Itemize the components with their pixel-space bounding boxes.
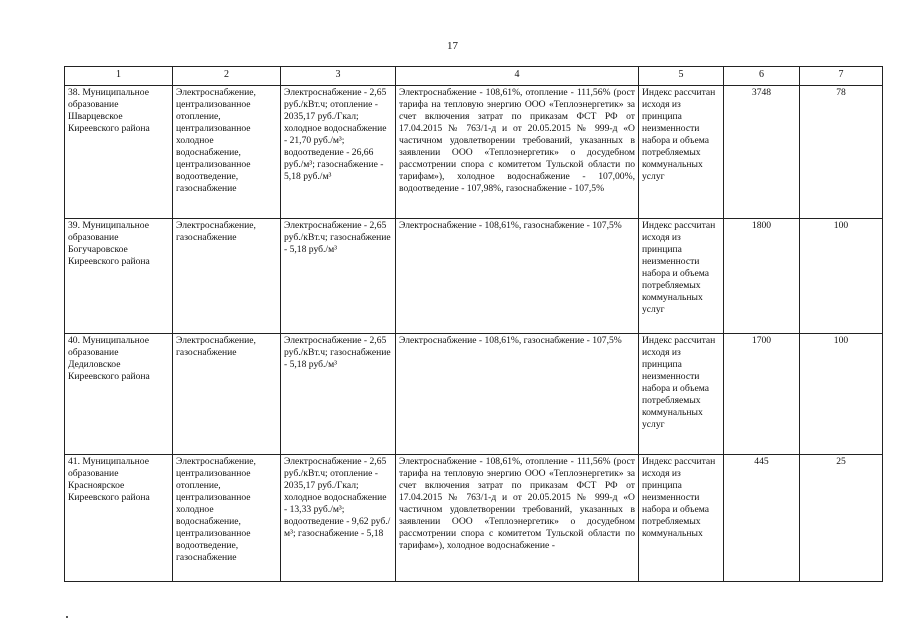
table-row bbox=[65, 455, 883, 582]
basis-cell: Индекс рассчитан исходя из принципа неизменности набора и объема потребляемых коммунальных услуг bbox=[639, 334, 724, 455]
percent-cell: 78 bbox=[800, 86, 883, 219]
table-row bbox=[65, 334, 883, 455]
column-header: 2 bbox=[173, 67, 281, 86]
services-cell: Электроснабжение, централизованное отопление, централизованное холодное водоснабжение, централизованное водоотведение, газоснабжение bbox=[173, 455, 281, 582]
municipality-cell: 38. Муниципальное образование Шварцевское Киреевского района bbox=[65, 86, 173, 219]
services-cell: Электроснабжение, газоснабжение bbox=[173, 334, 281, 455]
tariffs-cell: Электроснабжение - 2,65 руб./кВт.ч; газоснабжение - 5,18 руб./м³ bbox=[281, 334, 396, 455]
page-number: 17 bbox=[447, 40, 458, 52]
basis-cell: Индекс рассчитан исходя из принципа неизменности набора и объема потребляемых коммунальных услуг bbox=[639, 219, 724, 334]
indices-cell: Электроснабжение - 108,61%, отопление - 111,56% (рост тарифа на тепловую энергию ООО «Теплоэнергетик» за счет включения затрат по приказам ФСТ РФ от 17.04.2015 № 763/1-д и от 20.05.2015 № 999-д «О частичном удовлетворении требований, указанных в заявлении ООО «Теплоэнергетик» о досудебном рассмотрении спора с комитетом Тульской области по тарифам»), холодное водоснабжение - bbox=[396, 455, 639, 582]
scan-speck bbox=[66, 616, 68, 618]
table-header-row bbox=[65, 67, 883, 86]
tariff-table bbox=[64, 66, 883, 582]
column-header: 5 bbox=[639, 67, 724, 86]
indices-cell: Электроснабжение - 108,61%, отопление - 111,56% (рост тарифа на тепловую энергию ООО «Теплоэнергетик» за счет включения затрат по приказам ФСТ РФ от 17.04.2015 № 763/1-д и от 20.05.2015 № 999-д «О частичном удовлетворении требований, указанных в заявлении ООО «Теплоэнергетик» о досудебном рассмотрении спора с комитетом Тульской области по тарифам»), холодное водоснабжение - 107,00%, водоотведение - 107,98%, газоснабжение - 107,5% bbox=[396, 86, 639, 219]
indices-cell: Электроснабжение - 108,61%, газоснабжение - 107,5% bbox=[396, 219, 639, 334]
percent-cell: 100 bbox=[800, 219, 883, 334]
population-cell: 1800 bbox=[724, 219, 800, 334]
column-header: 6 bbox=[724, 67, 800, 86]
indices-cell: Электроснабжение - 108,61%, газоснабжение - 107,5% bbox=[396, 334, 639, 455]
services-cell: Электроснабжение, газоснабжение bbox=[173, 219, 281, 334]
column-header: 7 bbox=[800, 67, 883, 86]
basis-cell: Индекс рассчитан исходя из принципа неизменности набора и объема потребляемых коммунальных bbox=[639, 455, 724, 582]
table-row bbox=[65, 86, 883, 219]
table-row bbox=[65, 219, 883, 334]
tariffs-cell: Электроснабжение - 2,65 руб./кВт.ч; отопление - 2035,17 руб./Гкал; холодное водоснабжение - 13,33 руб./м³; водоотведение - 9,62 руб./м³; газоснабжение - 5,18 bbox=[281, 455, 396, 582]
population-cell: 445 bbox=[724, 455, 800, 582]
basis-cell: Индекс рассчитан исходя из принципа неизменности набора и объема потребляемых коммунальных услуг bbox=[639, 86, 724, 219]
services-cell: Электроснабжение, централизованное отопление, централизованное холодное водоснабжение, централизованное водоотведение, газоснабжение bbox=[173, 86, 281, 219]
column-header: 3 bbox=[281, 67, 396, 86]
municipality-cell: 41. Муниципальное образование Красноярское Киреевского района bbox=[65, 455, 173, 582]
population-cell: 1700 bbox=[724, 334, 800, 455]
column-header: 1 bbox=[65, 67, 173, 86]
percent-cell: 100 bbox=[800, 334, 883, 455]
tariffs-cell: Электроснабжение - 2,65 руб./кВт.ч; газоснабжение - 5,18 руб./м³ bbox=[281, 219, 396, 334]
column-header: 4 bbox=[396, 67, 639, 86]
population-cell: 3748 bbox=[724, 86, 800, 219]
tariffs-cell: Электроснабжение - 2,65 руб./кВт.ч; отопление - 2035,17 руб./Гкал; холодное водоснабжение - 21,70 руб./м³; водоотведение - 26,66 руб./м³; газоснабжение - 5,18 руб./м³ bbox=[281, 86, 396, 219]
percent-cell: 25 bbox=[800, 455, 883, 582]
municipality-cell: 40. Муниципальное образование Дедиловское Киреевского района bbox=[65, 334, 173, 455]
municipality-cell: 39. Муниципальное образование Богучаровское Киреевского района bbox=[65, 219, 173, 334]
